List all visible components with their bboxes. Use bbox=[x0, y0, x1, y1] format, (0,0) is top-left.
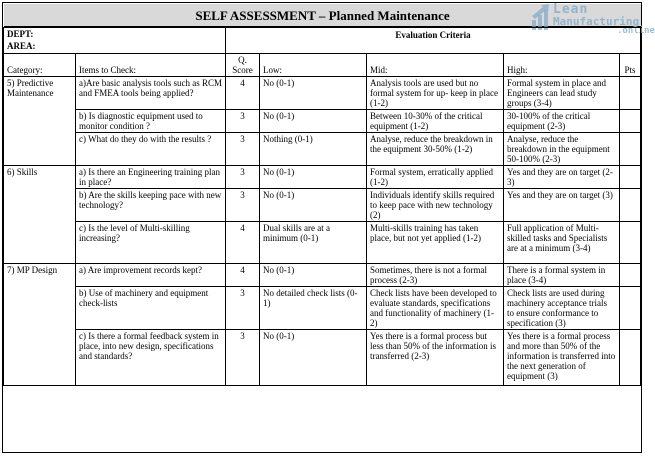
table-row bbox=[4, 132, 641, 165]
pts-cell[interactable] bbox=[620, 132, 641, 165]
logo-text-lean: Lean bbox=[553, 2, 589, 17]
pts-cell[interactable] bbox=[620, 286, 641, 329]
category-cell: 6) Skills bbox=[4, 165, 76, 263]
high-criteria-cell: There is a formal system in place (3-4) bbox=[504, 263, 620, 286]
low-criteria-cell: No (0-1) bbox=[260, 76, 367, 109]
low-criteria-cell: No (0-1) bbox=[260, 329, 367, 385]
item-cell: a) Are improvement records kept? bbox=[76, 263, 226, 286]
mid-criteria-cell: Formal system, erratically applied (1-2) bbox=[367, 165, 504, 188]
low-header: Low: bbox=[260, 53, 367, 76]
high-criteria-cell: Yes and they are on target (2-3) bbox=[504, 165, 620, 188]
item-cell: c) Is the level of Multi-skilling increasing? bbox=[76, 221, 226, 263]
evaluation-criteria-header: Evaluation Criteria bbox=[226, 28, 641, 54]
pts-cell[interactable] bbox=[620, 188, 641, 221]
mid-criteria-cell: Analysis tools are used but no formal system for up- keep in place (1-2) bbox=[367, 76, 504, 109]
item-cell: c) What do they do with the results ? bbox=[76, 132, 226, 165]
table-row bbox=[4, 109, 641, 132]
pts-cell[interactable] bbox=[620, 329, 641, 385]
mid-criteria-cell: Sometimes, there is not a formal process (2-3) bbox=[367, 263, 504, 286]
pts-cell[interactable] bbox=[620, 221, 641, 263]
pts-cell[interactable] bbox=[620, 165, 641, 188]
table-row bbox=[4, 165, 641, 188]
qscore-cell: 3 bbox=[226, 165, 260, 188]
high-header: High: bbox=[504, 53, 620, 76]
category-header: Category: bbox=[4, 53, 76, 76]
table-row bbox=[4, 329, 641, 385]
qscore-cell: 3 bbox=[226, 109, 260, 132]
assessment-table bbox=[3, 27, 641, 386]
item-cell: c) Is there a formal feedback system in place, into new design, specifications and standards? bbox=[76, 329, 226, 385]
low-criteria-cell: No (0-1) bbox=[260, 188, 367, 221]
qscore-cell: 3 bbox=[226, 188, 260, 221]
category-cell: 5) Predictive Maintenance bbox=[4, 76, 76, 165]
qscore-cell: 4 bbox=[226, 76, 260, 109]
high-criteria-cell: Full application of Multi-skilled tasks and Specialists are at a minimum (3-4) bbox=[504, 221, 620, 263]
pts-cell[interactable] bbox=[620, 263, 641, 286]
qscore-cell: 4 bbox=[226, 221, 260, 263]
qscore-cell: 3 bbox=[226, 132, 260, 165]
table-row bbox=[4, 221, 641, 263]
high-criteria-cell: Yes and they are on target (3) bbox=[504, 188, 620, 221]
mid-criteria-cell: Check lists have been developed to evaluate standards, specifications and functionality of machinery (1-2) bbox=[367, 286, 504, 329]
mid-criteria-cell: Yes there is a formal process but less than 50% of the information is transferred (2-3) bbox=[367, 329, 504, 385]
mid-criteria-cell: Analyse, reduce the breakdown in the equipment 30-50% (1-2) bbox=[367, 132, 504, 165]
qscore-cell: 3 bbox=[226, 286, 260, 329]
qscore-cell: 3 bbox=[226, 329, 260, 385]
low-criteria-cell: No detailed check lists (0-1) bbox=[260, 286, 367, 329]
item-cell: b) Use of machinery and equipment check-lists bbox=[76, 286, 226, 329]
mid-header: Mid: bbox=[367, 53, 504, 76]
low-criteria-cell: No (0-1) bbox=[260, 109, 367, 132]
low-criteria-cell: No (0-1) bbox=[260, 263, 367, 286]
item-cell: b) Is diagnostic equipment used to monitor condition ? bbox=[76, 109, 226, 132]
qscore-cell: 4 bbox=[226, 263, 260, 286]
high-criteria-cell: Formal system in place and Engineers can lead study groups (3-4) bbox=[504, 76, 620, 109]
table-row bbox=[4, 188, 641, 221]
high-criteria-cell: Check lists are used during machinery acceptance trials to ensure conformance to specification (3) bbox=[504, 286, 620, 329]
logo-text-manufacturing: Manufacturing bbox=[553, 15, 640, 28]
items-header: Items to Check: bbox=[76, 53, 226, 76]
item-cell: a)Are basic analysis tools such as RCM and FMEA tools being applied? bbox=[76, 76, 226, 109]
item-cell: a) Is there an Engineering training plan in place? bbox=[76, 165, 226, 188]
table-row bbox=[4, 286, 641, 329]
mid-criteria-cell: Multi-skills training has taken place, but not yet applied (1-2) bbox=[367, 221, 504, 263]
high-criteria-cell: Analyse, reduce the breakdown in the equipment 50-100% (2-3) bbox=[504, 132, 620, 165]
item-cell: b) Are the skills keeping pace with new technology? bbox=[76, 188, 226, 221]
low-criteria-cell: Nothing (0-1) bbox=[260, 132, 367, 165]
high-criteria-cell: Yes there is a formal process and more than 50% of the information is transferred into the next generation of equipment (3) bbox=[504, 329, 620, 385]
low-criteria-cell: Dual skills are at a minimum (0-1) bbox=[260, 221, 367, 263]
mid-criteria-cell: Between 10-30% of the critical equipment (1-2) bbox=[367, 109, 504, 132]
low-criteria-cell: No (0-1) bbox=[260, 165, 367, 188]
category-cell: 7) MP Design bbox=[4, 263, 76, 385]
table-row bbox=[4, 76, 641, 109]
table-row bbox=[4, 263, 641, 286]
pts-cell[interactable] bbox=[620, 76, 641, 109]
qscore-header: Q. Score bbox=[226, 53, 260, 76]
logo-text-online: .online bbox=[617, 26, 655, 36]
pts-cell[interactable] bbox=[620, 109, 641, 132]
mid-criteria-cell: Individuals identify skills required to keep pace with new technology (2) bbox=[367, 188, 504, 221]
area-label: AREA: bbox=[4, 40, 226, 53]
pts-header: Pts bbox=[620, 53, 641, 76]
dept-label: DEPT: bbox=[4, 28, 226, 41]
high-criteria-cell: 30-100% of the critical equipment (2-3) bbox=[504, 109, 620, 132]
page-title: SELF ASSESSMENT – Planned Maintenance bbox=[4, 4, 641, 27]
